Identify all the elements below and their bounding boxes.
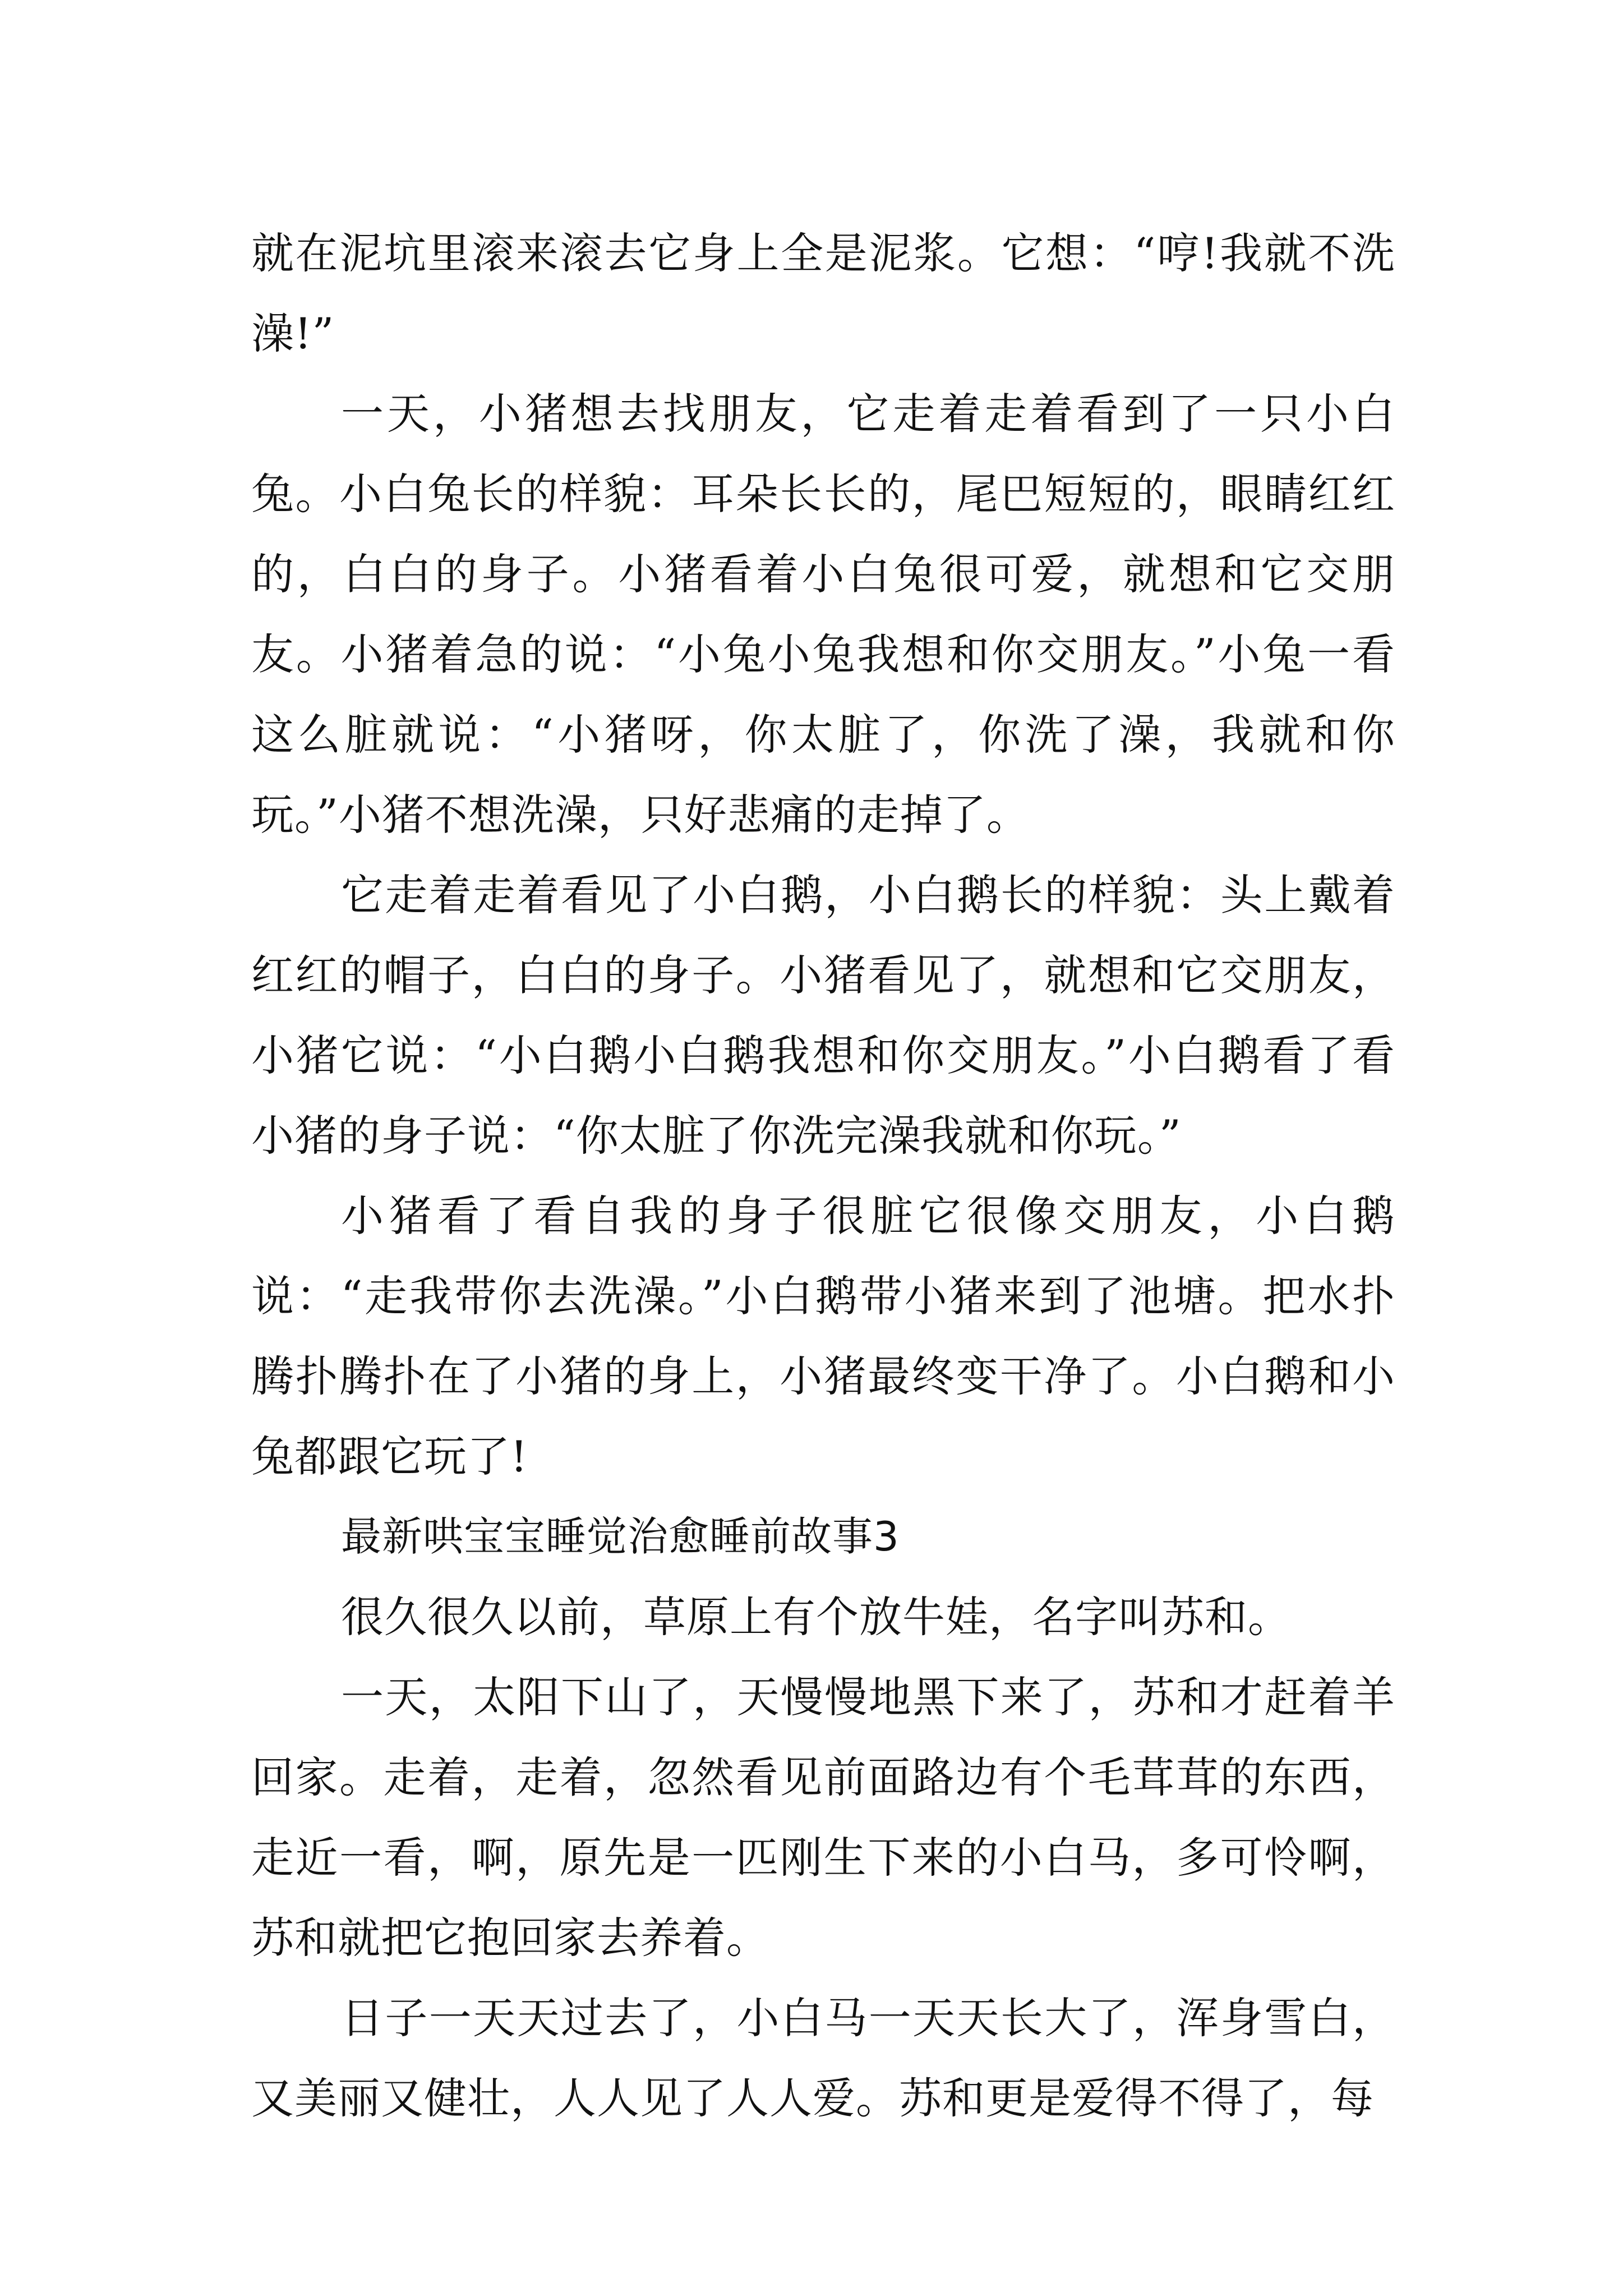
paragraph-bath: 小猪看了看自我的身子很脏它很像交朋友，小白鹅说：“走我带你去洗澡。”小白鹅带小猪来到了池塘。把水扑腾扑腾扑在了小猪的身上，小猪最终变干净了。小白鹅和小兔都跟它玩了!: [251, 1191, 1395, 1481]
paragraph-goose: 它走着走着看见了小白鹅，小白鹅长的样貌：头上戴着红红的帽子，白白的身子。小猪看见了，就想和它交朋友，小猪它说：“小白鹅小白鹅我想和你交朋友。”小白鹅看了看小猪的身子说：“你太脏了你洗完澡我就和你玩。”: [251, 870, 1395, 1161]
paragraph-continuation: 就在泥坑里滚来滚去它身上全是泥浆。它想：“哼!我就不洗澡!”: [251, 228, 1395, 358]
story-heading: 最新哄宝宝睡觉治愈睡前故事3: [341, 1513, 900, 1560]
document-body: [251, 213, 1395, 2138]
paragraph-growing-up: 日子一天天过去了，小白马一天天长大了，浑身雪白，又美丽又健壮，人人见了人人爱。苏和更是爱得不得了，每: [251, 1993, 1395, 2123]
paragraph-white-horse: 一天，太阳下山了，天慢慢地黑下来了，苏和才赶着羊回家。走着，走着，忽然看见前面路边有个毛茸茸的东西，走近一看，啊，原先是一匹刚生下来的小白马，多可怜啊，苏和就把它抱回家去养着。: [251, 1672, 1395, 1963]
paragraph-opening: 很久很久以前，草原上有个放牛娃，名字叫苏和。: [341, 1592, 1291, 1642]
paragraph-rabbit: 一天，小猪想去找朋友，它走着走着看到了一只小白兔。小白兔长的样貌：耳朵长长的，尾巴短短的，眼睛红红的，白白的身子。小猪看着小白兔很可爱，就想和它交朋友。小猪着急的说：“小兔小兔我想和你交朋友。”小兔一看这么脏就说：“小猪呀，你太脏了，你洗了澡，我就和你玩。”小猪不想洗澡，只好悲痛的走掉了。: [251, 389, 1395, 840]
